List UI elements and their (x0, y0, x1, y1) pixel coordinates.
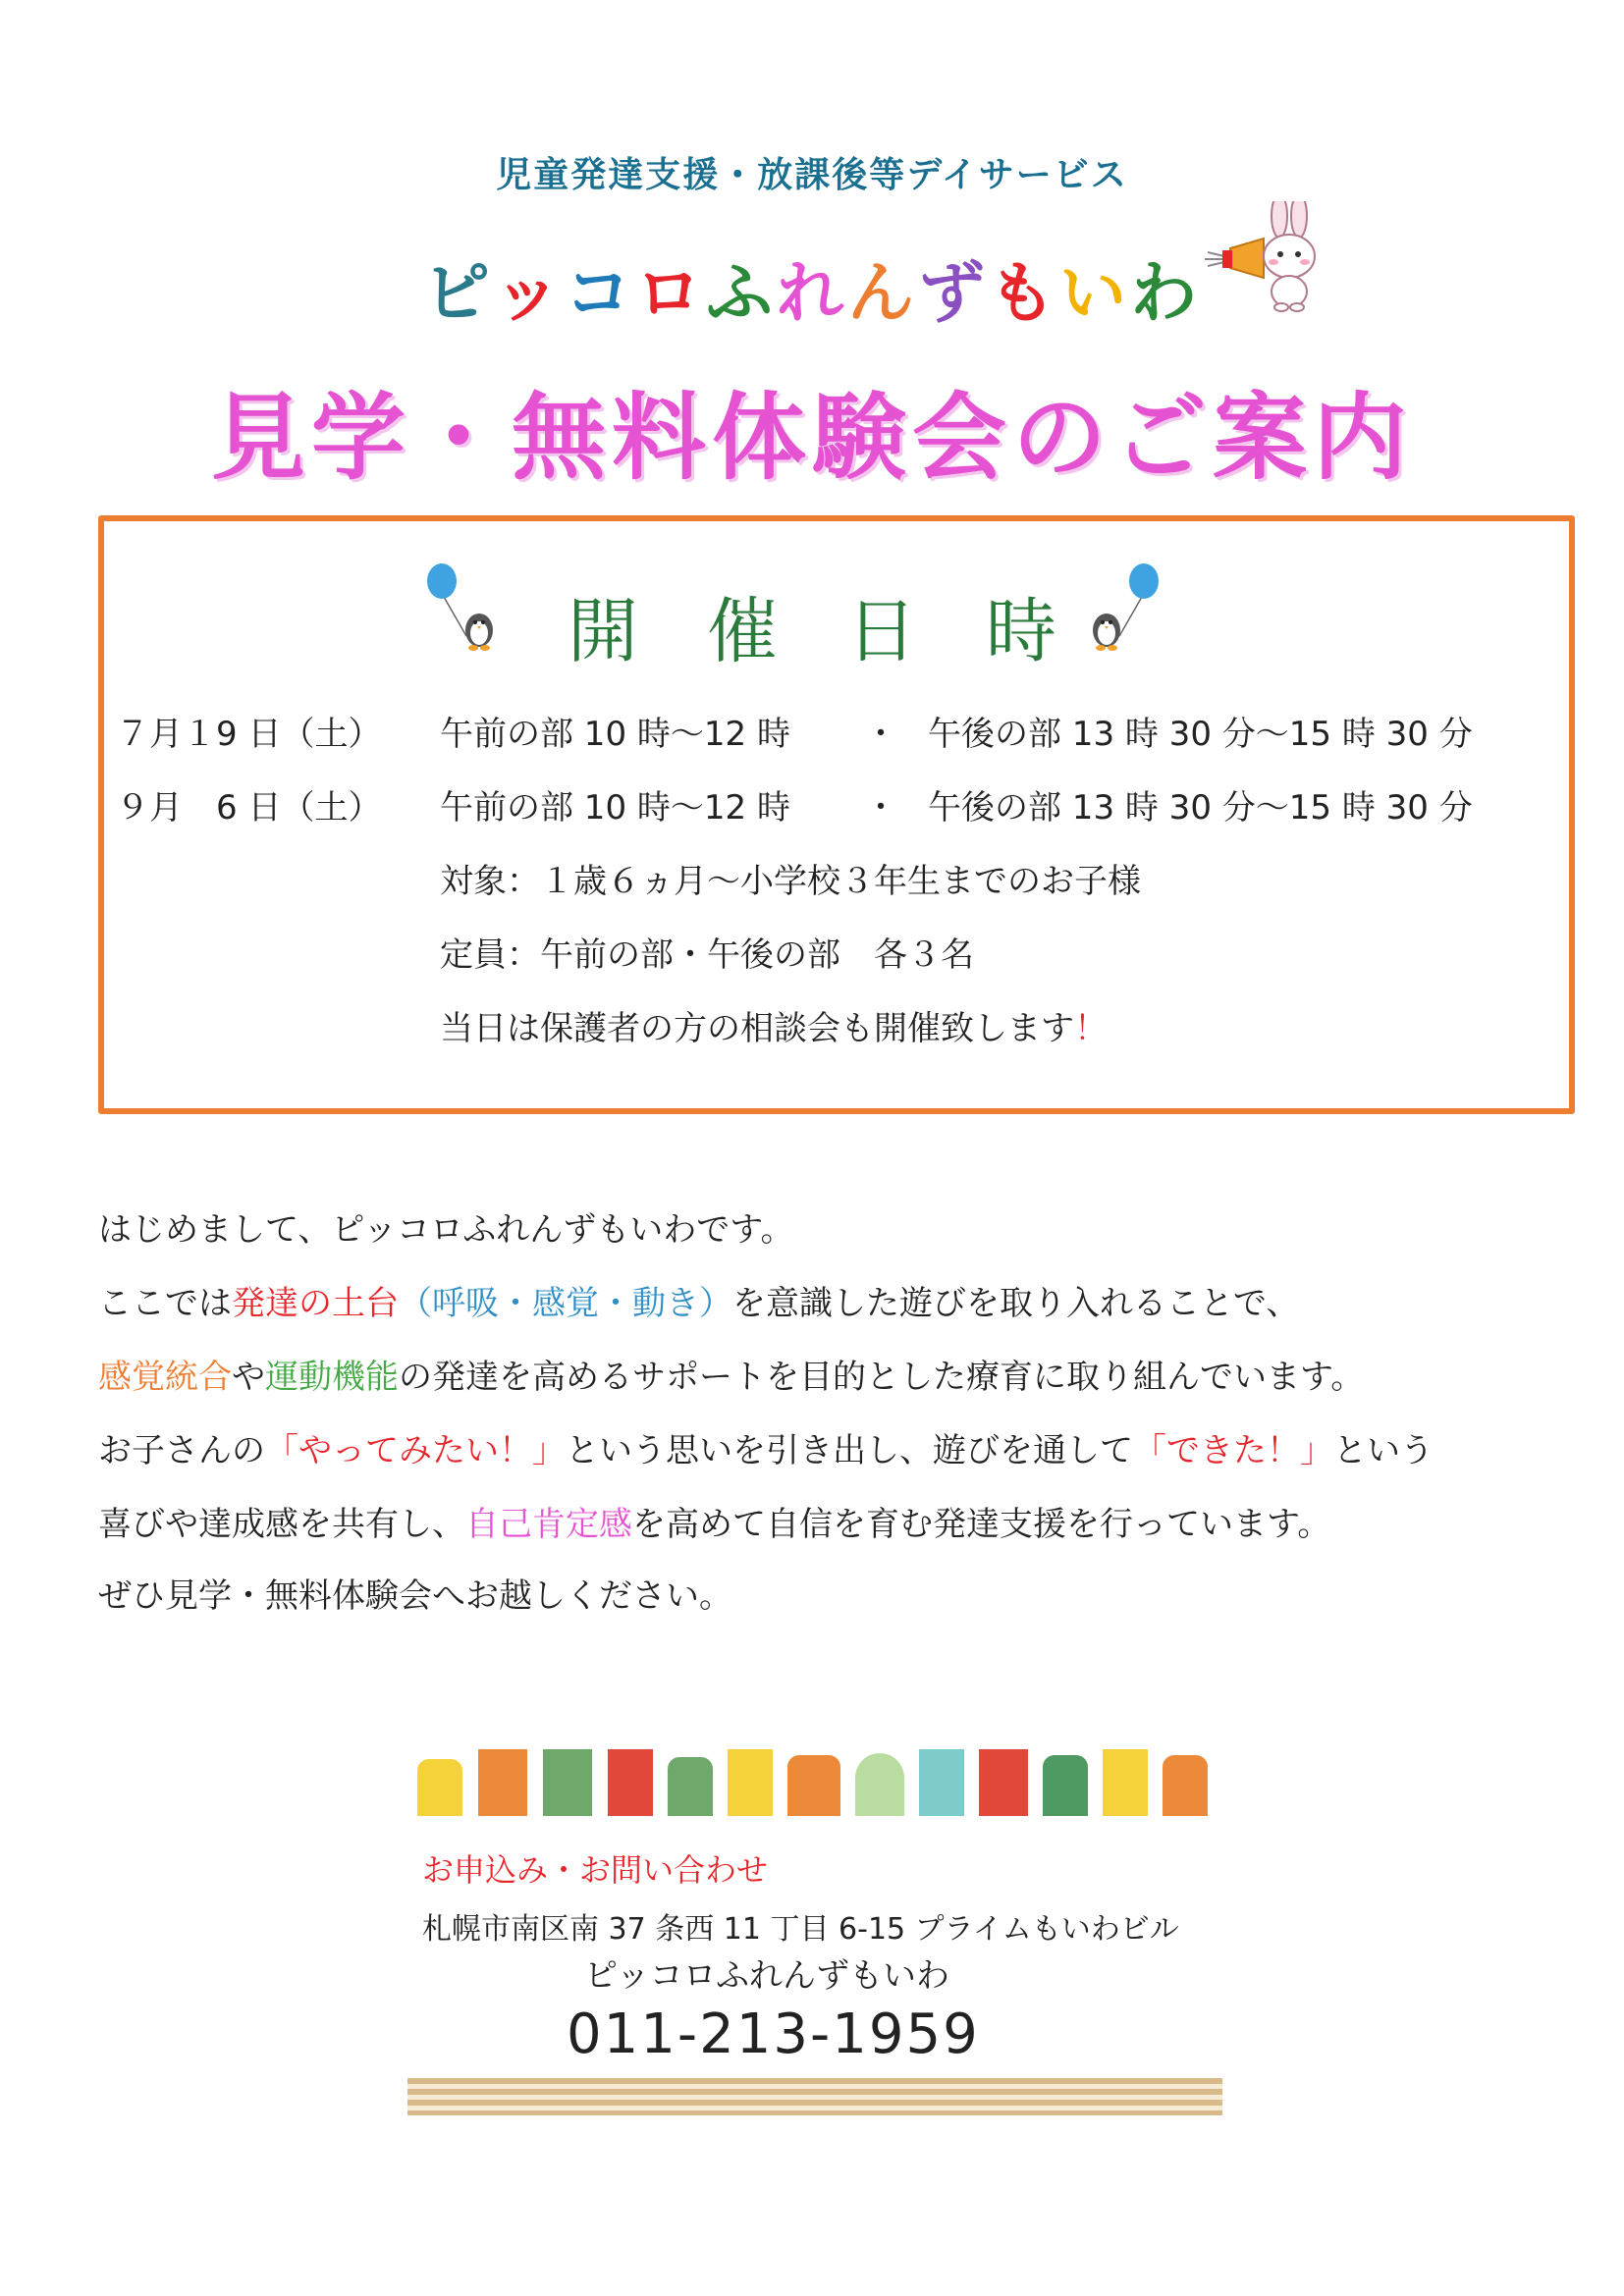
service-subtitle: 児童発達支援・放課後等デイサービス (496, 155, 1128, 195)
schedule-pm: 午後の部 13 時 30 分～15 時 30 分 (928, 788, 1473, 828)
intro-line: はじめまして、ピッコロふれんずもいわです。 (98, 1210, 794, 1250)
intro-text: や (232, 1358, 265, 1397)
intro-text: という思いを引き出し、遊びを通して (566, 1431, 1133, 1470)
contact-label: お申込み・お問い合わせ (422, 1851, 769, 1889)
schedule-target: 対象：１歳６ヵ月～小学校３年生までのお子様 (440, 862, 1141, 901)
door-icon (417, 1759, 462, 1816)
schedule-note (440, 1001, 1108, 1049)
door-icon (668, 1757, 713, 1816)
intro-text: ここでは (98, 1284, 232, 1323)
intro-text: を意識した遊びを取り入れることで、 (732, 1284, 1300, 1323)
door-icon (1163, 1755, 1208, 1816)
rabbit-megaphone-icon (1203, 201, 1321, 314)
brand-char: ピ (422, 255, 494, 333)
schedule-date: ７月１9 日（土） (116, 715, 382, 754)
brand-char: ッ (493, 255, 565, 333)
contact-organization: ピッコロふれんずもいわ (584, 1956, 949, 1996)
intro-highlight: 自己肯定感 (465, 1505, 632, 1544)
door-icon (855, 1753, 904, 1816)
intro-text: の発達を高めるサポートを目的とした療育に取り組んでいます。 (399, 1358, 1365, 1397)
intro-line (98, 1497, 1330, 1545)
brand-char: ふ (705, 255, 777, 333)
intro-highlight: 「やってみたい！」 (265, 1431, 566, 1470)
schedule-note-text: 当日は保護者の方の相談会も開催致します (440, 1009, 1074, 1048)
brand-name (0, 240, 1624, 336)
brand-char: ん (847, 255, 919, 333)
door-icon (919, 1749, 964, 1816)
schedule-am: 午前の部 10 時～12 時 (440, 788, 790, 828)
door-icon (478, 1749, 527, 1816)
intro-highlight: 「できた！」 (1133, 1431, 1333, 1470)
intro-line: ぜひ見学・無料体験会へお越しください。 (98, 1576, 732, 1616)
brand-char: わ (1130, 255, 1202, 333)
door-icon (608, 1749, 653, 1816)
intro-line (98, 1276, 1299, 1324)
schedule-separator: ・ (864, 788, 897, 828)
contact-address: 札幌市南区南 37 条西 11 丁目 6-15 プライムもいわビル (422, 1912, 1179, 1947)
schedule-title: 開催日時 (567, 590, 1125, 672)
schedule-pm: 午後の部 13 時 30 分～15 時 30 分 (928, 715, 1473, 754)
intro-line (98, 1350, 1364, 1398)
contact-phone: 011-213-1959 (567, 2002, 980, 2066)
brand-char: れ (776, 255, 847, 333)
door-icon (728, 1749, 773, 1816)
door-icon (1103, 1749, 1148, 1816)
schedule-note-mark: ！ (1074, 1009, 1108, 1048)
intro-highlight: （呼吸・感覚・動き） (399, 1284, 732, 1323)
intro-text: という (1333, 1431, 1434, 1470)
schedule-am: 午前の部 10 時～12 時 (440, 715, 790, 754)
intro-highlight: 運動機能 (265, 1358, 399, 1397)
door-icon (787, 1755, 840, 1816)
intro-highlight: 感覚統合 (98, 1358, 232, 1397)
schedule-separator: ・ (864, 715, 897, 754)
intro-text: お子さんの (98, 1431, 265, 1470)
stripes-decoration (407, 2078, 1222, 2115)
brand-char: い (1059, 255, 1131, 333)
brand-char: コ (564, 255, 635, 333)
event-headline: 見学・無料体験会のご案内 (211, 383, 1413, 493)
intro-highlight: 発達の土台 (232, 1284, 399, 1323)
intro-line (98, 1423, 1434, 1471)
doors-decoration (417, 1747, 1203, 1816)
brand-char: も (989, 255, 1060, 333)
door-icon (543, 1749, 592, 1816)
schedule-date: ９月 6 日（土） (116, 788, 382, 828)
door-icon (1043, 1755, 1088, 1816)
intro-text: 喜びや達成感を共有し、 (98, 1505, 465, 1544)
door-icon (979, 1749, 1028, 1816)
intro-text: を高めて自信を育む発達支援を行っています。 (632, 1505, 1331, 1544)
brand-char: ず (918, 255, 990, 333)
brand-char: ロ (634, 255, 706, 333)
schedule-capacity: 定員：午前の部・午後の部 各３名 (440, 935, 974, 975)
